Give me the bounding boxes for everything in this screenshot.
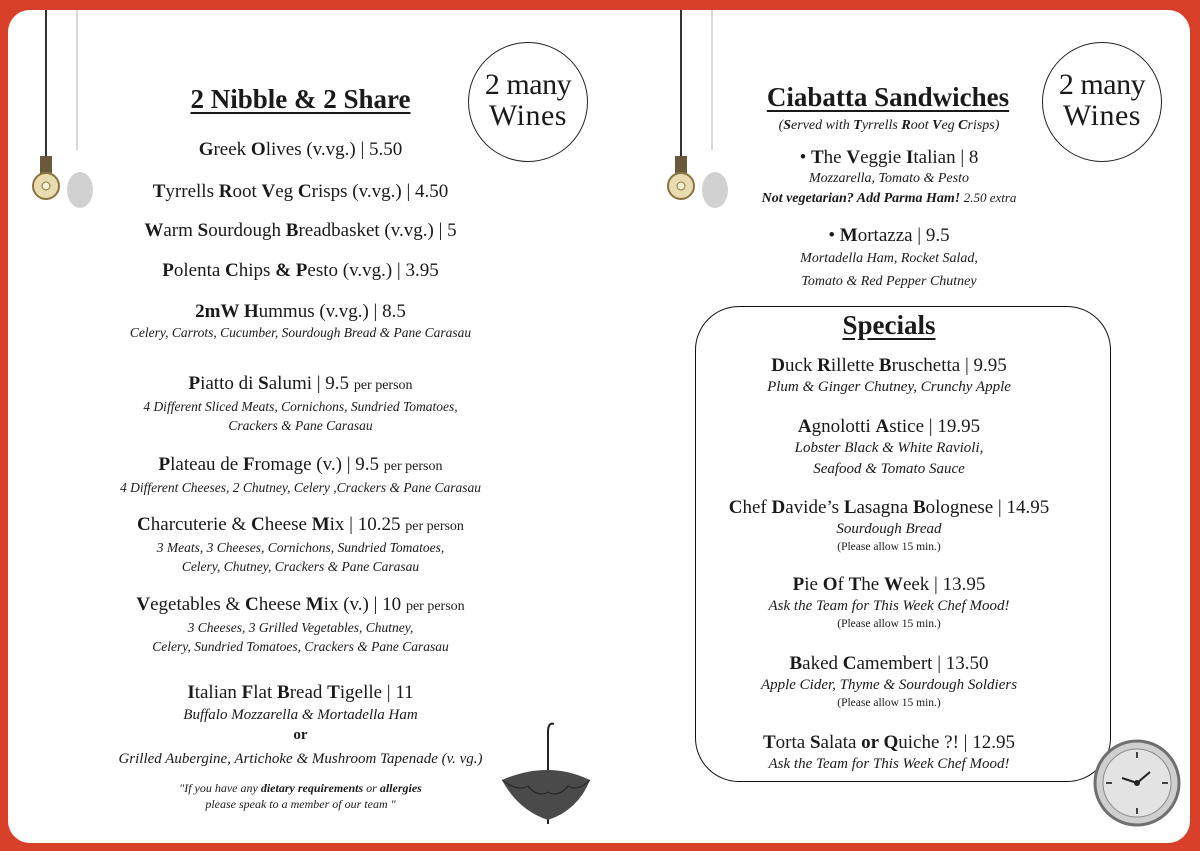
item-description: Crackers & Pane Carasau	[228, 418, 373, 433]
text-part: M	[305, 594, 324, 615]
text-part: heese	[258, 594, 306, 615]
item-name	[598, 573, 1180, 596]
clock-icon	[1092, 738, 1182, 828]
item-description: 3 Meats, 3 Cheeses, Cornichons, Sundried Tomatoes,	[156, 540, 445, 555]
text-part: per person	[353, 378, 413, 393]
text-part: lat	[253, 682, 278, 703]
text-part: C	[842, 653, 857, 674]
item-note: (Please allow 15 min.)	[837, 697, 941, 709]
text-part: arm	[163, 220, 198, 241]
text-part: S	[258, 373, 269, 394]
text-part: C	[297, 181, 312, 202]
text-part: lateau de	[170, 454, 243, 475]
special-item	[598, 652, 1180, 711]
text-part: B	[912, 497, 926, 518]
note-allergies: allergies	[379, 781, 422, 795]
menu-item	[8, 593, 593, 656]
text-part: T	[848, 574, 862, 595]
text-part: B	[789, 653, 803, 674]
menu-item	[8, 180, 593, 203]
text-part: M	[839, 225, 858, 246]
text-part: ortazza | 9.5	[857, 225, 950, 246]
text-part: P	[188, 373, 201, 394]
item-name	[8, 593, 593, 618]
text-part: ie	[804, 574, 823, 595]
item-description: 3 Cheeses, 3 Grilled Vegetables, Chutney,	[187, 620, 414, 635]
text-part: (	[778, 118, 784, 133]
item-description: Tomato & Red Pepper Chutney	[801, 274, 977, 289]
text-part: W	[883, 574, 903, 595]
text-part: talian	[194, 682, 242, 703]
text-part: olenta	[173, 260, 226, 281]
text-part: T	[327, 682, 340, 703]
text-part: T	[853, 118, 862, 133]
text-part: asagna	[856, 497, 913, 518]
text-part: C	[245, 594, 259, 615]
text-part: •	[799, 147, 811, 168]
text-part: hips	[238, 260, 276, 281]
text-part: iatto di	[200, 373, 259, 394]
text-part: 2mW H	[195, 301, 259, 322]
note-part: or	[363, 781, 380, 795]
text-part: egetables &	[150, 594, 246, 615]
text-part: G	[198, 139, 214, 160]
item-name	[8, 138, 593, 161]
text-part: eggie	[860, 147, 906, 168]
text-part: read	[289, 682, 328, 703]
item-name	[598, 652, 1180, 675]
item-description: Sourdough Bread	[836, 521, 942, 537]
text-part: V	[261, 181, 276, 202]
text-part: O	[822, 574, 838, 595]
item-name	[598, 415, 1180, 438]
tigelle-or: or	[293, 727, 308, 743]
menu-item	[8, 372, 593, 435]
text-part: C	[225, 260, 239, 281]
menu-item	[8, 300, 593, 342]
text-part: uck	[784, 355, 818, 376]
text-part: V	[136, 594, 151, 615]
text-part: R	[817, 355, 831, 376]
lamp-shadow	[76, 10, 78, 150]
text-part: orta	[775, 732, 810, 753]
logo-line1: 2 many	[484, 68, 572, 101]
text-part: S	[197, 220, 209, 241]
logo-line1: 2 many	[1058, 68, 1146, 101]
special-item	[598, 573, 1180, 632]
text-part: F	[242, 454, 255, 475]
section-title-nibble: 2 Nibble & 2 Share	[190, 84, 411, 114]
text-part: per person	[405, 599, 465, 614]
ciabatta-subtitle	[598, 116, 1180, 135]
item-description: Plum & Ginger Chutney, Crunchy Apple	[767, 379, 1011, 395]
item-name	[598, 224, 1180, 247]
right-column	[608, 10, 1190, 843]
addon-price: 2.50 extra	[963, 190, 1017, 205]
text-part: romage (v.) | 9.5	[254, 454, 384, 475]
logo	[1042, 42, 1162, 162]
section-title-ciabatta: Ciabatta Sandwiches	[766, 82, 1010, 112]
item-description: Ask the Team for This Week Chef Mood!	[768, 598, 1010, 614]
note-dietary: dietary requirements	[260, 781, 364, 795]
text-part: &	[275, 260, 292, 281]
text-part: uiche ?! | 12.95	[898, 732, 1015, 753]
sandwich-mortazza	[598, 224, 1180, 293]
item-description: Celery, Carrots, Cucumber, Sourdough Bread & Pane Carasau	[129, 325, 472, 340]
text-part: M	[311, 514, 330, 535]
text-part: hef	[742, 497, 772, 518]
item-description: Seafood & Tomato Sauce	[813, 461, 965, 477]
text-part: amembert | 13.50	[856, 653, 989, 674]
text-part: yrrells	[861, 118, 902, 133]
text-part: P	[295, 260, 308, 281]
text-part: B	[878, 355, 892, 376]
text-part: eg	[275, 181, 298, 202]
text-part: A	[875, 416, 890, 437]
umbrella-icon	[498, 720, 594, 830]
text-part: per person	[405, 519, 464, 534]
text-part: igelle | 11	[339, 682, 414, 703]
tigelle-option-1: Buffalo Mozzarella & Mortadella Ham	[183, 707, 418, 723]
text-part: P	[792, 574, 805, 595]
menu-page	[8, 10, 1190, 843]
text-part: L	[843, 497, 857, 518]
item-name	[598, 146, 1180, 169]
text-part: stice | 19.95	[889, 416, 981, 437]
text-part: D	[771, 355, 785, 376]
tigelle-option-2: Grilled Aubergine, Artichoke & Mushroom Tapenade (v. vg.)	[118, 751, 483, 767]
text-part: T	[152, 181, 166, 202]
text-part: readbasket (v.vg.) | 5	[298, 220, 457, 241]
text-part: esto (v.vg.) | 3.95	[307, 260, 439, 281]
text-part: gnolotti	[811, 416, 876, 437]
text-part: risps)	[967, 118, 1000, 133]
item-name	[8, 453, 593, 478]
text-part: alata	[820, 732, 862, 753]
text-part: R	[218, 181, 233, 202]
text-part: C	[251, 514, 265, 535]
text-part: olognese | 14.95	[925, 497, 1050, 518]
note-part: "If you have any	[179, 781, 261, 795]
addon-text: Not vegetarian? Add Parma Ham!	[761, 191, 961, 206]
item-name	[598, 496, 1180, 519]
item-note: (Please allow 15 min.)	[837, 618, 941, 630]
logo-line2: Wines	[489, 99, 567, 132]
item-description: Lobster Black & White Ravioli,	[794, 440, 984, 456]
text-part: lives (v.vg.) | 5.50	[265, 139, 403, 160]
item-description: 4 Different Sliced Meats, Cornichons, Sundried Tomatoes,	[143, 399, 458, 414]
text-part: ummus (v.vg.) | 8.5	[258, 301, 406, 322]
item-name	[8, 219, 593, 242]
menu-item	[8, 681, 593, 704]
menu-item	[8, 138, 593, 161]
text-part: P	[162, 260, 174, 281]
text-part: illette	[830, 355, 879, 376]
note-part: please speak to a member of our team "	[205, 797, 396, 811]
text-part: oot	[910, 118, 933, 133]
menu-item	[8, 259, 593, 282]
text-part: F	[241, 682, 254, 703]
item-name	[8, 180, 593, 203]
special-item	[598, 496, 1180, 555]
text-part: yrrells	[165, 181, 219, 202]
menu-item	[8, 513, 593, 576]
text-part: C	[137, 514, 151, 535]
text-part: ourdough	[208, 220, 286, 241]
text-part: ruschetta | 9.95	[891, 355, 1007, 376]
text-part: I	[187, 682, 195, 703]
text-part: f	[837, 574, 849, 595]
item-note: (Please allow 15 min.)	[837, 541, 941, 553]
text-part: C	[958, 118, 968, 133]
text-part: V	[932, 118, 942, 133]
text-part: reek	[213, 139, 251, 160]
text-part: T	[762, 732, 776, 753]
text-part: oot	[232, 181, 262, 202]
item-description: Mortadella Ham, Rocket Salad,	[800, 251, 978, 266]
text-part: P	[158, 454, 171, 475]
text-part: erved with	[791, 118, 854, 133]
item-name	[8, 300, 593, 323]
text-part: W	[144, 220, 164, 241]
item-name	[8, 513, 593, 538]
item-description: Ask the Team for This Week Chef Mood!	[768, 756, 1010, 772]
left-column	[8, 10, 593, 843]
item-description: Apple Cider, Thyme & Sourdough Soldiers	[760, 677, 1018, 693]
text-part: avide’s	[785, 497, 844, 518]
item-name	[8, 681, 593, 704]
text-part: alumi | 9.5	[268, 373, 354, 394]
text-part: ix | 10.25	[329, 514, 406, 535]
text-part: harcuterie &	[150, 514, 252, 535]
item-description: Celery, Sundried Tomatoes, Crackers & Pane Carasau	[152, 639, 449, 654]
text-part: B	[277, 682, 290, 703]
text-part: heese	[264, 514, 312, 535]
menu-item	[8, 219, 593, 242]
text-part: he	[861, 574, 884, 595]
text-part: D	[771, 497, 786, 518]
text-part: aked	[802, 653, 843, 674]
text-part: A	[797, 416, 812, 437]
special-item	[598, 415, 1180, 480]
special-item	[598, 354, 1180, 398]
text-part: R	[901, 118, 911, 133]
item-name	[598, 354, 1180, 377]
text-part: eek | 13.95	[902, 574, 986, 595]
text-part: B	[285, 220, 299, 241]
text-part: per person	[383, 459, 443, 474]
text-part: •	[828, 225, 840, 246]
logo-line2: Wines	[1063, 99, 1141, 132]
text-part: talian | 8	[913, 147, 979, 168]
sandwich-addon	[598, 188, 1180, 208]
sandwich-veggie-italian	[598, 146, 1180, 208]
item-name	[8, 372, 593, 397]
text-part: he	[823, 147, 847, 168]
text-part: risps (v.vg.) | 4.50	[311, 181, 449, 202]
text-part: I	[906, 147, 914, 168]
menu-item	[8, 453, 593, 497]
text-part: ix (v.) | 10	[323, 594, 406, 615]
text-part: or Q	[861, 732, 899, 753]
text-part: T	[810, 147, 824, 168]
text-part: O	[250, 139, 266, 160]
item-description: Mozzarella, Tomato & Pesto	[809, 171, 969, 186]
text-part: S	[783, 118, 792, 133]
item-description: Celery, Chutney, Crackers & Pane Carasau	[181, 559, 420, 574]
section-title-specials: Specials	[842, 310, 936, 340]
item-name	[8, 259, 593, 282]
text-part: S	[809, 732, 821, 753]
text-part: eg	[941, 118, 959, 133]
text-part: C	[728, 497, 743, 518]
item-description: 4 Different Cheeses, 2 Chutney, Celery ,Crackers & Pane Carasau	[120, 480, 481, 495]
text-part: V	[846, 147, 861, 168]
